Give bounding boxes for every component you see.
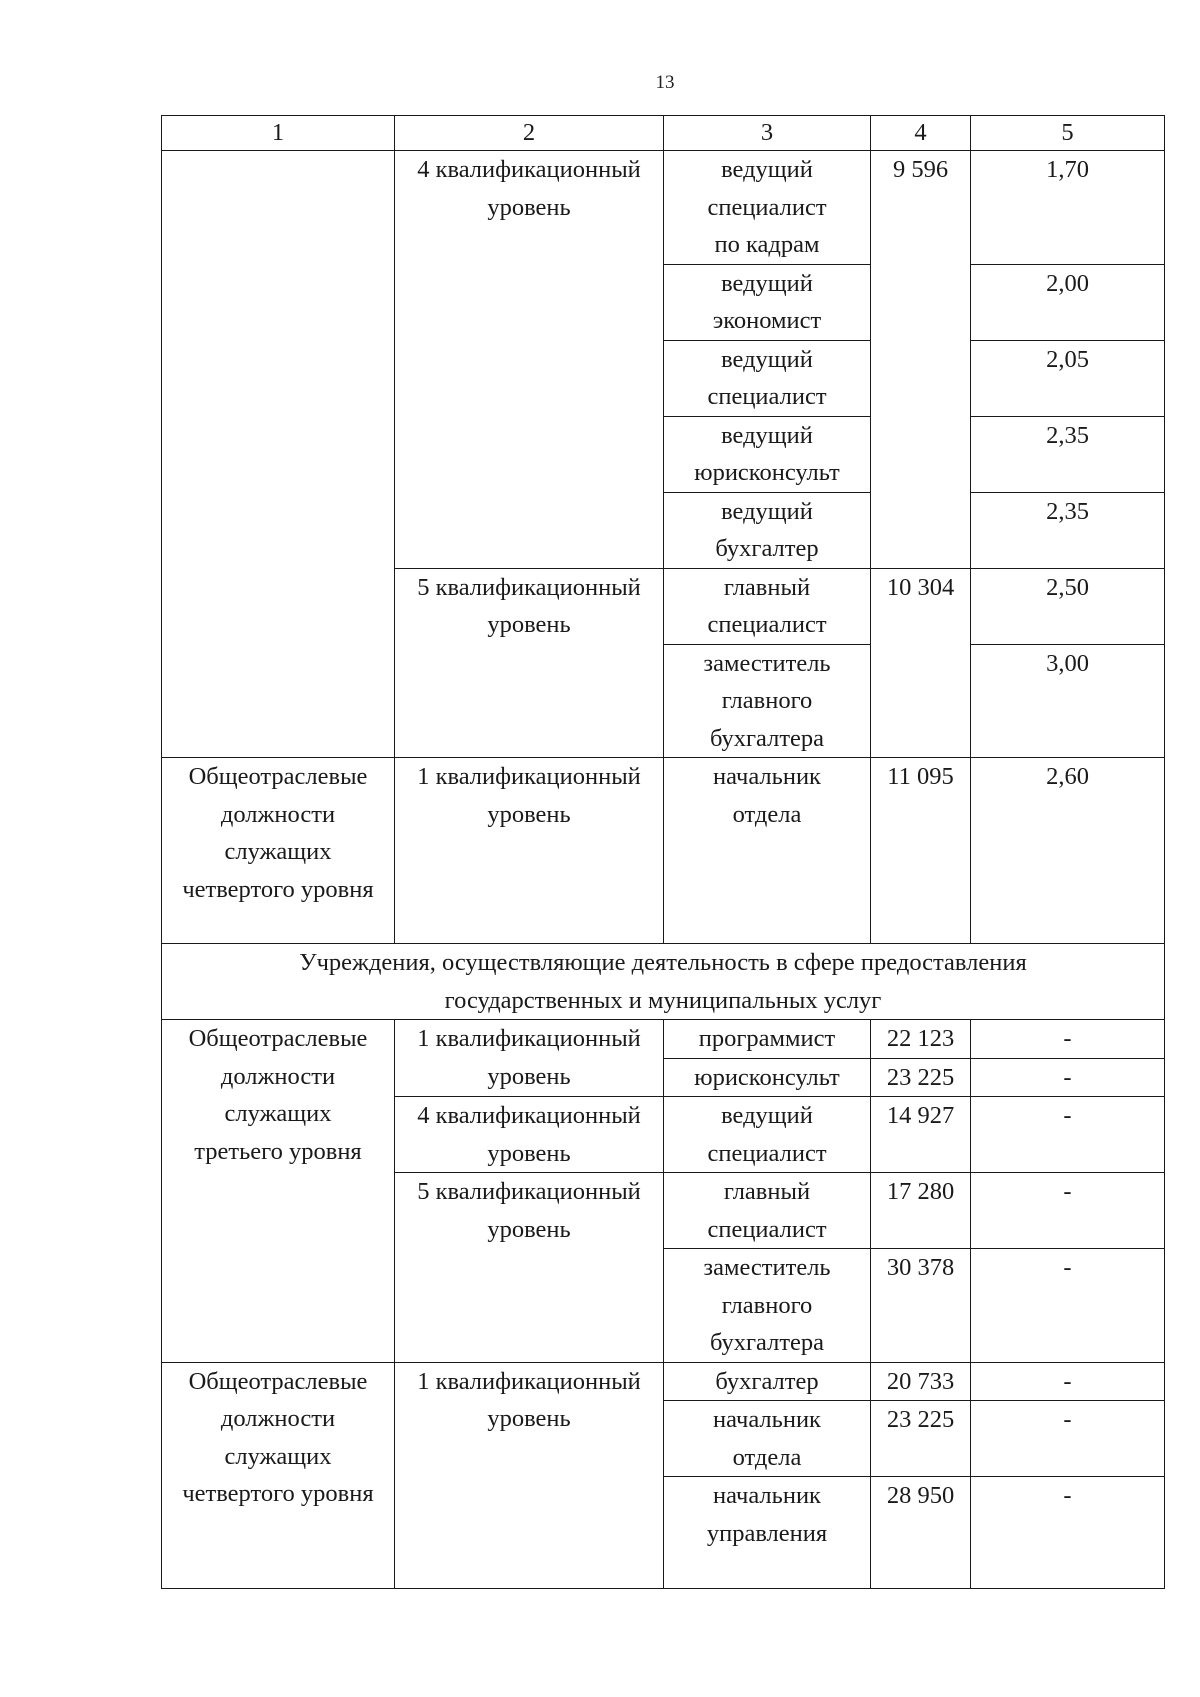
coefficient-cell: 1,70: [971, 151, 1165, 265]
position-cell: ведущий специалист: [664, 1097, 871, 1173]
coefficient-cell: 2,50: [971, 568, 1165, 644]
table-row: [162, 1020, 1165, 1059]
coefficient-cell: -: [971, 1477, 1165, 1589]
salary-cell: 28 950: [871, 1477, 971, 1589]
section-title: Учреждения, осуществляющие деятельность в сфере предоставления государственных и муниципальных услуг: [162, 944, 1165, 1020]
salary-cell: 20 733: [871, 1362, 971, 1401]
table-row: [162, 758, 1165, 944]
qualification-level-cell: 4 квалификационный уровень: [395, 1097, 664, 1173]
coefficient-cell: 2,35: [971, 492, 1165, 568]
page-number: 13: [655, 72, 675, 93]
table-row: [162, 151, 1165, 265]
salary-cell: 23 225: [871, 1058, 971, 1097]
header-col-3: 3: [664, 116, 871, 151]
coefficient-cell: -: [971, 1058, 1165, 1097]
position-cell: ведущий бухгалтер: [664, 492, 871, 568]
coefficient-cell: -: [971, 1097, 1165, 1173]
position-cell: начальник отдела: [664, 1401, 871, 1477]
position-cell: главный специалист: [664, 1173, 871, 1249]
salary-cell: 23 225: [871, 1401, 971, 1477]
position-cell: начальник управления: [664, 1477, 871, 1589]
salary-cell: 30 378: [871, 1249, 971, 1363]
qualification-level-cell: 5 квалификационный уровень: [395, 1173, 664, 1363]
section-row: [162, 944, 1165, 1020]
salary-cell: 10 304: [871, 568, 971, 758]
header-col-2: 2: [395, 116, 664, 151]
header-col-1: 1: [162, 116, 395, 151]
coefficient-cell: -: [971, 1249, 1165, 1363]
position-cell: ведущий юрисконсульт: [664, 416, 871, 492]
coefficient-cell: 2,35: [971, 416, 1165, 492]
position-cell: программист: [664, 1020, 871, 1059]
group-cell: Общеотраслевые должности служащих третьего уровня: [162, 1020, 395, 1363]
qualification-level-cell: 5 квалификационный уровень: [395, 568, 664, 758]
coefficient-cell: 2,60: [971, 758, 1165, 944]
position-cell: ведущий экономист: [664, 264, 871, 340]
salary-cell: 11 095: [871, 758, 971, 944]
header-row: [162, 116, 1165, 151]
coefficient-cell: -: [971, 1173, 1165, 1249]
salary-cell: 22 123: [871, 1020, 971, 1059]
position-cell: ведущий специалист: [664, 340, 871, 416]
salary-cell: 17 280: [871, 1173, 971, 1249]
qualification-level-cell: 1 квалификационный уровень: [395, 758, 664, 944]
position-cell: ведущий специалист по кадрам: [664, 151, 871, 265]
position-cell: заместитель главного бухгалтера: [664, 1249, 871, 1363]
position-cell: юрисконсульт: [664, 1058, 871, 1097]
group-cell: Общеотраслевые должности служащих четвертого уровня: [162, 758, 395, 944]
header-col-4: 4: [871, 116, 971, 151]
position-cell: бухгалтер: [664, 1362, 871, 1401]
salary-cell: 9 596: [871, 151, 971, 569]
table-row: [162, 1362, 1165, 1401]
salary-table: [161, 115, 1165, 1589]
coefficient-cell: 2,00: [971, 264, 1165, 340]
position-cell: начальник отдела: [664, 758, 871, 944]
coefficient-cell: -: [971, 1401, 1165, 1477]
qualification-level-cell: 1 квалификационный уровень: [395, 1020, 664, 1097]
position-cell: главный специалист: [664, 568, 871, 644]
coefficient-cell: 2,05: [971, 340, 1165, 416]
position-cell: заместитель главного бухгалтера: [664, 644, 871, 758]
header-col-5: 5: [971, 116, 1165, 151]
group-cell: Общеотраслевые должности служащих четвертого уровня: [162, 1362, 395, 1589]
coefficient-cell: -: [971, 1020, 1165, 1059]
qualification-level-cell: 1 квалификационный уровень: [395, 1362, 664, 1589]
group-cell: [162, 151, 395, 758]
coefficient-cell: 3,00: [971, 644, 1165, 758]
coefficient-cell: -: [971, 1362, 1165, 1401]
salary-cell: 14 927: [871, 1097, 971, 1173]
qualification-level-cell: 4 квалификационный уровень: [395, 151, 664, 569]
